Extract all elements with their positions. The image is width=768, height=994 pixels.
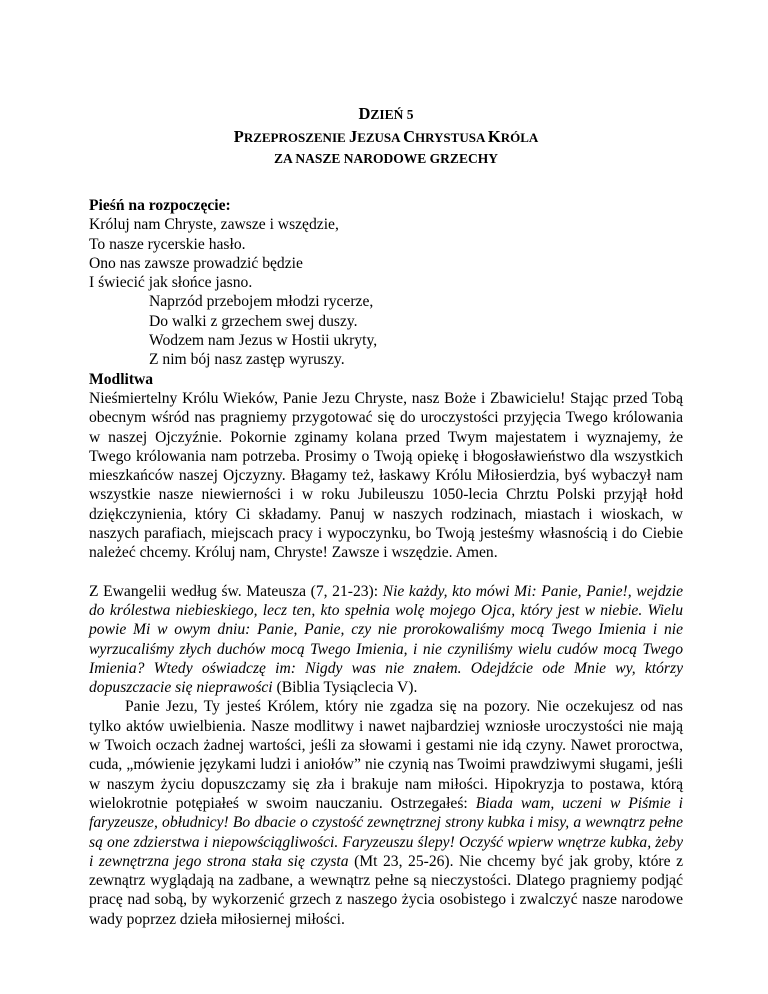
reflection-paragraph	[89, 697, 683, 929]
reflection-text: Panie Jezu, Ty jesteś Królem, który nie zgadza się na pozory. Nie oczekujesz od nas tylko aktów uwielbienia. Nasze modlitwy i nawet najbardziej wzniosłe uroczystości nie mają w Twoich oczach żadnej wartości, jeśli za słowami i gestami nie idą czyny. Nawet proroctwa, cuda, „mówienie językami ludzi i aniołów” nie czynią nas Twoimi prawdziwymi sługami, jeśli w naszym życiu dopuszczamy się zła i brakuje nam miłości. Hipokryzja to postawa, którą wielokrotnie potępiałeś w swoim nauczaniu. Ostrzegałeś:	[89, 698, 683, 812]
song-line: To nasze rycerskie hasło.	[89, 235, 246, 253]
gospel-paragraph	[89, 582, 683, 698]
page-content	[89, 103, 683, 929]
page-title: PRZEPROSZENIE JEZUSA CHRYSTUSA KRÓLA	[233, 127, 539, 146]
day-heading-rest: ZIEŃ 5	[370, 107, 414, 122]
day-heading-initial: D	[358, 104, 371, 123]
song-line: Króluj nam Chryste, zawsze i wszędzie,	[89, 216, 339, 234]
refrain-line: Naprzód przebojem młodzi rycerze,	[149, 293, 374, 311]
gospel-source: (Biblia Tysiąclecia V).	[272, 679, 418, 697]
refrain-line: Z nim bój nasz zastęp wyruszy.	[149, 351, 345, 369]
song-line: Ono nas zawsze prowadzić będzie	[89, 254, 303, 272]
prayer-text: Nieśmiertelny Królu Wieków, Panie Jezu Chryste, nasz Boże i Zbawicielu! Stając przed Tobą obecnym wśród nas pragniemy przygotować się do uroczystości przyjęcia Twego królowania w naszej Ojczyźnie. Pokornie zginamy kolana przed Twym majestatem i wyznajemy, że Twego królowania nam potrzeba. Prosimy o Twoją opiekę i błogosławieństwo dla wszystkich mieszkańców naszej Ojczyzny. Błagamy też, łaskawy Królu Miłosierdzia, byś wybaczył nam wszystkie nasze niewierności i w roku Jubileuszu 1050-lecia Chrztu Polski przyjął hołd dziękczynienia, który Ci składamy. Panuj w naszych rodzinach, miastach i wioskach, w naszych parafiach, miejscach pracy i wypoczynku, bo Twoją jesteśmy własnością i do Ciebie należeć chcemy. Króluj nam, Chryste! Zawsze i wszędzie. Amen.	[89, 389, 683, 562]
prayer-label: Modlitwa	[89, 370, 154, 388]
song-label: Pieśń na rozpoczęcie:	[89, 197, 231, 214]
song-line: I świecić jak słońce jasno.	[89, 274, 253, 292]
reflection-text-end: (Mt 23, 25-26). Nie chcemy być jak groby, które z zewnątrz wyglądają na zadbane, a wewnątrz pełne są nieczystości. Dlatego pragniemy podjąć pracę nad sobą, by wykorzenić grzech z naszego życia osobistego i zwalczyć nasze narodowe wady poprzez dzieła miłosiernej miłości.	[89, 852, 683, 928]
refrain-line: Do walki z grzechem swej duszy.	[149, 312, 358, 330]
gospel-quote: Nie każdy, kto mówi Mi: Panie, Panie!, wejdzie do królestwa niebieskiego, lecz ten, kto spełnia wolę mojego Ojca, który jest w niebie. Wielu powie Mi w owym dniu: Panie, Panie, czy nie prorokowaliśmy mocą Twego Imienia i nie wyrzucaliśmy złych duchów mocą Twego Imienia, i nie czyniliśmy wielu cudów mocą Twego Imienia? Wtedy oświadczę im: Nigdy was nie znałem. Odejdźcie ode Mnie wy, którzy dopuszczacie się nieprawości	[89, 582, 683, 697]
page-subtitle: ZA NASZE NARODOWE GRZECHY	[274, 151, 498, 166]
day-heading	[89, 103, 683, 126]
reflection-quote: Biada wam, uczeni w Piśmie i faryzeusze, obłudnicy! Bo dbacie o czystość zewnętrznej strony kubka i misy, a wewnątrz pełne są one zdzierstwa i niepowściągliwości. Faryzeuszu ślepy! Oczyść wpierw wnętrze kubka, żeby i zewnętrzna jego strona stała się czysta	[89, 794, 683, 870]
refrain-line: Wodzem nam Jezus w Hostii ukryty,	[149, 332, 378, 350]
gospel-intro: Z Ewangelii według św. Mateusza (7, 21-23):	[89, 582, 383, 600]
